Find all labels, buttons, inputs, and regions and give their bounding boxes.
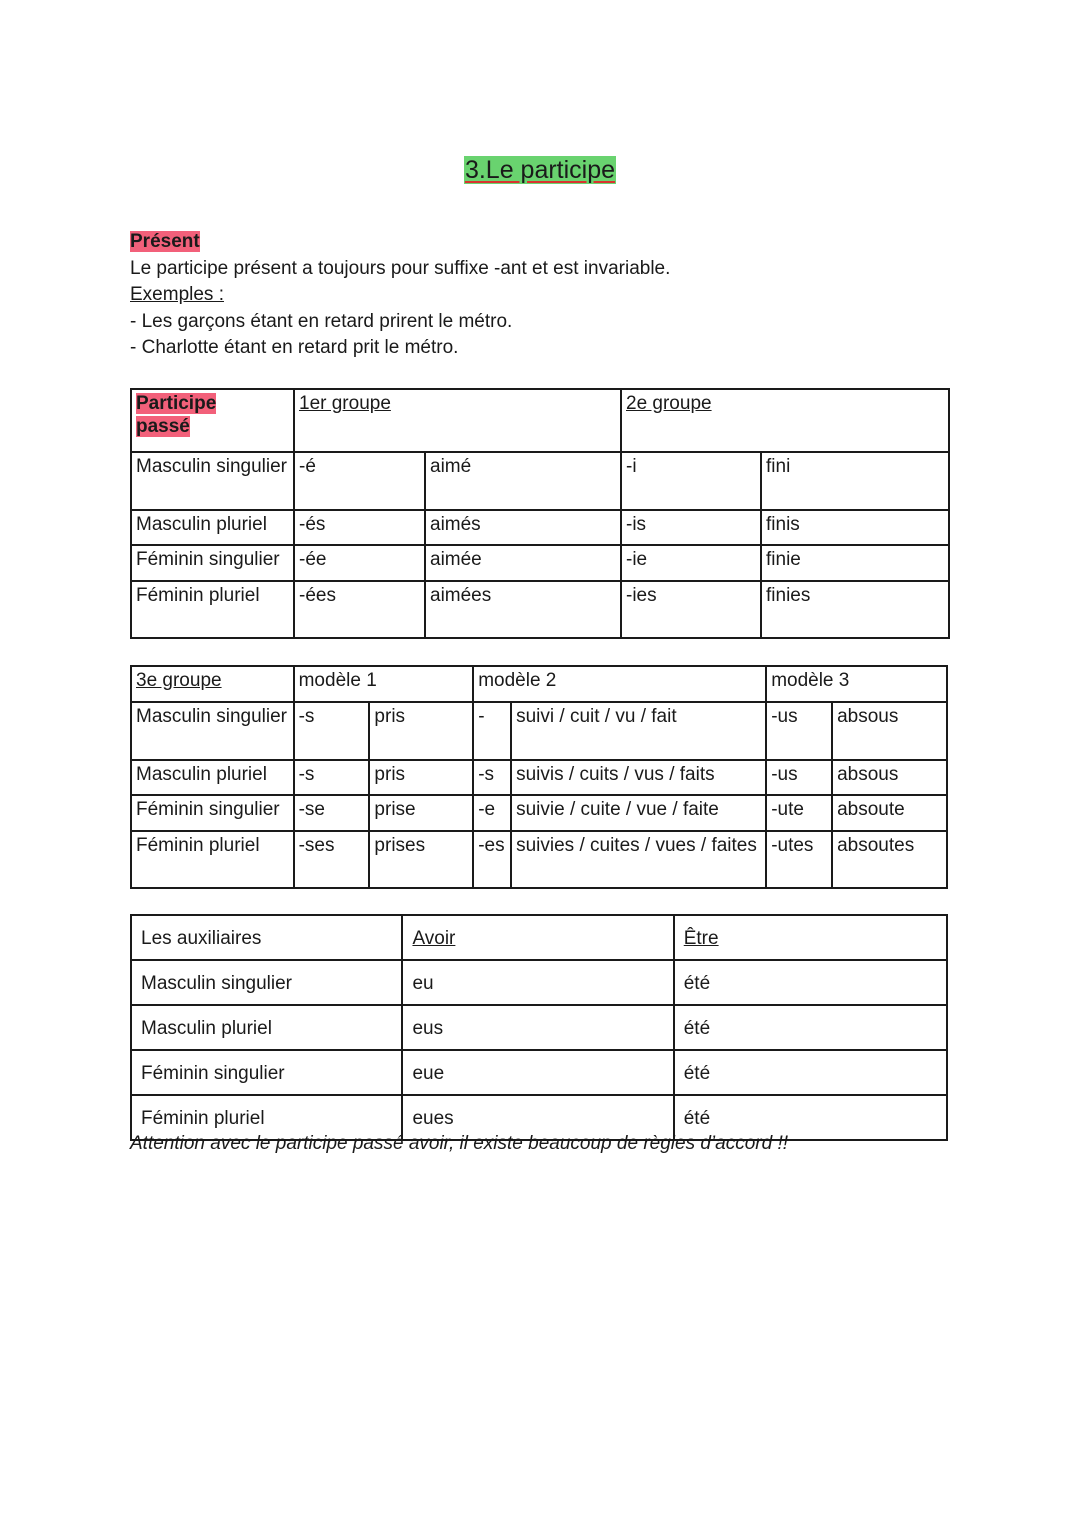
m2-suffix: -s bbox=[473, 760, 511, 795]
m2-example: suivie / cuite / vue / faite bbox=[511, 795, 766, 831]
aux-header-etre: Être bbox=[674, 915, 947, 960]
row-label: Masculin pluriel bbox=[131, 760, 294, 795]
row-label: Féminin pluriel bbox=[131, 831, 294, 888]
model3-header: modèle 3 bbox=[766, 666, 947, 702]
table1-corner-line1: Participe bbox=[136, 393, 217, 414]
m3-example: absous bbox=[832, 760, 947, 795]
etre-form: été bbox=[674, 1005, 947, 1050]
g1-example: aimées bbox=[425, 581, 621, 638]
avoir-form: eue bbox=[402, 1050, 673, 1095]
g2-example: finies bbox=[761, 581, 949, 638]
m2-example: suivis / cuits / vus / faits bbox=[511, 760, 766, 795]
row-label: Masculin pluriel bbox=[131, 510, 294, 545]
table-row bbox=[131, 581, 949, 638]
table1-corner bbox=[131, 389, 294, 452]
avoir-form: eus bbox=[402, 1005, 673, 1050]
g2-suffix: -ies bbox=[621, 581, 761, 638]
row-label: Masculin pluriel bbox=[131, 1005, 402, 1050]
g1-example: aimés bbox=[425, 510, 621, 545]
auxiliaries-table bbox=[130, 914, 948, 1141]
g1-suffix: -ées bbox=[294, 581, 425, 638]
g2-suffix: -i bbox=[621, 452, 761, 510]
present-section bbox=[130, 229, 670, 362]
g2-example: finie bbox=[761, 545, 949, 581]
g2-example: fini bbox=[761, 452, 949, 510]
m2-suffix: - bbox=[473, 702, 511, 760]
table-row bbox=[131, 702, 947, 760]
table-row bbox=[131, 760, 947, 795]
examples-label: Exemples : bbox=[130, 284, 224, 305]
row-label: Féminin singulier bbox=[131, 795, 294, 831]
m2-example: suivies / cuites / vues / faites bbox=[511, 831, 766, 888]
m1-suffix: -ses bbox=[294, 831, 370, 888]
example-1: - Les garçons étant en retard prirent le métro. bbox=[130, 310, 513, 332]
m2-suffix: -es bbox=[473, 831, 511, 888]
avoir-form: eues bbox=[402, 1095, 673, 1140]
g2-suffix: -ie bbox=[621, 545, 761, 581]
table-row bbox=[131, 960, 947, 1005]
page-title bbox=[0, 156, 1080, 185]
table-row bbox=[131, 795, 947, 831]
row-label: Féminin singulier bbox=[131, 545, 294, 581]
group1-header: 1er groupe bbox=[294, 389, 621, 452]
m3-suffix: -us bbox=[766, 760, 832, 795]
group2-header: 2e groupe bbox=[621, 389, 949, 452]
m3-suffix: -utes bbox=[766, 831, 832, 888]
g2-example: finis bbox=[761, 510, 949, 545]
aux-header-avoir: Avoir bbox=[402, 915, 673, 960]
m1-example: prise bbox=[369, 795, 473, 831]
third-group-table bbox=[130, 665, 948, 889]
g1-example: aimée bbox=[425, 545, 621, 581]
row-label: Féminin singulier bbox=[131, 1050, 402, 1095]
etre-form: été bbox=[674, 1095, 947, 1140]
etre-form: été bbox=[674, 960, 947, 1005]
g1-suffix: -és bbox=[294, 510, 425, 545]
table1-corner-line2: passé bbox=[136, 416, 190, 437]
m1-example: pris bbox=[369, 760, 473, 795]
m1-suffix: -s bbox=[294, 760, 370, 795]
table-row bbox=[131, 831, 947, 888]
table-row bbox=[131, 510, 949, 545]
table-row bbox=[131, 1050, 947, 1095]
row-label: Masculin singulier bbox=[131, 960, 402, 1005]
m1-suffix: -s bbox=[294, 702, 370, 760]
etre-form: été bbox=[674, 1050, 947, 1095]
model2-header: modèle 2 bbox=[473, 666, 766, 702]
page-title-text: 3.Le participe bbox=[464, 156, 616, 184]
example-2: - Charlotte étant en retard prit le métro. bbox=[130, 337, 459, 358]
present-heading: Présent bbox=[130, 231, 200, 252]
present-rule: Le participe présent a toujours pour suffixe -ant et est invariable. bbox=[130, 257, 671, 279]
m1-example: pris bbox=[369, 702, 473, 760]
g1-suffix: -é bbox=[294, 452, 425, 510]
row-label: Féminin pluriel bbox=[131, 581, 294, 638]
m3-suffix: -ute bbox=[766, 795, 832, 831]
aux-header-label: Les auxiliaires bbox=[131, 915, 402, 960]
avoir-form: eu bbox=[402, 960, 673, 1005]
m3-example: absoutes bbox=[832, 831, 947, 888]
m3-suffix: -us bbox=[766, 702, 832, 760]
past-participle-table bbox=[130, 388, 950, 639]
g1-suffix: -ée bbox=[294, 545, 425, 581]
agreement-note: Attention avec le participe passé avoir, il existe beaucoup de règles d’accord !! bbox=[130, 1133, 788, 1154]
table-row bbox=[131, 1005, 947, 1050]
row-label: Masculin singulier bbox=[131, 702, 294, 760]
row-label: Féminin pluriel bbox=[131, 1095, 402, 1140]
model1-header: modèle 1 bbox=[294, 666, 474, 702]
row-label: Masculin singulier bbox=[131, 452, 294, 510]
table2-corner: 3e groupe bbox=[131, 666, 294, 702]
m1-suffix: -se bbox=[294, 795, 370, 831]
g1-example: aimé bbox=[425, 452, 621, 510]
table-row bbox=[131, 545, 949, 581]
table-row bbox=[131, 452, 949, 510]
m3-example: absoute bbox=[832, 795, 947, 831]
m2-suffix: -e bbox=[473, 795, 511, 831]
m1-example: prises bbox=[369, 831, 473, 888]
m3-example: absous bbox=[832, 702, 947, 760]
m2-example: suivi / cuit / vu / fait bbox=[511, 702, 766, 760]
g2-suffix: -is bbox=[621, 510, 761, 545]
